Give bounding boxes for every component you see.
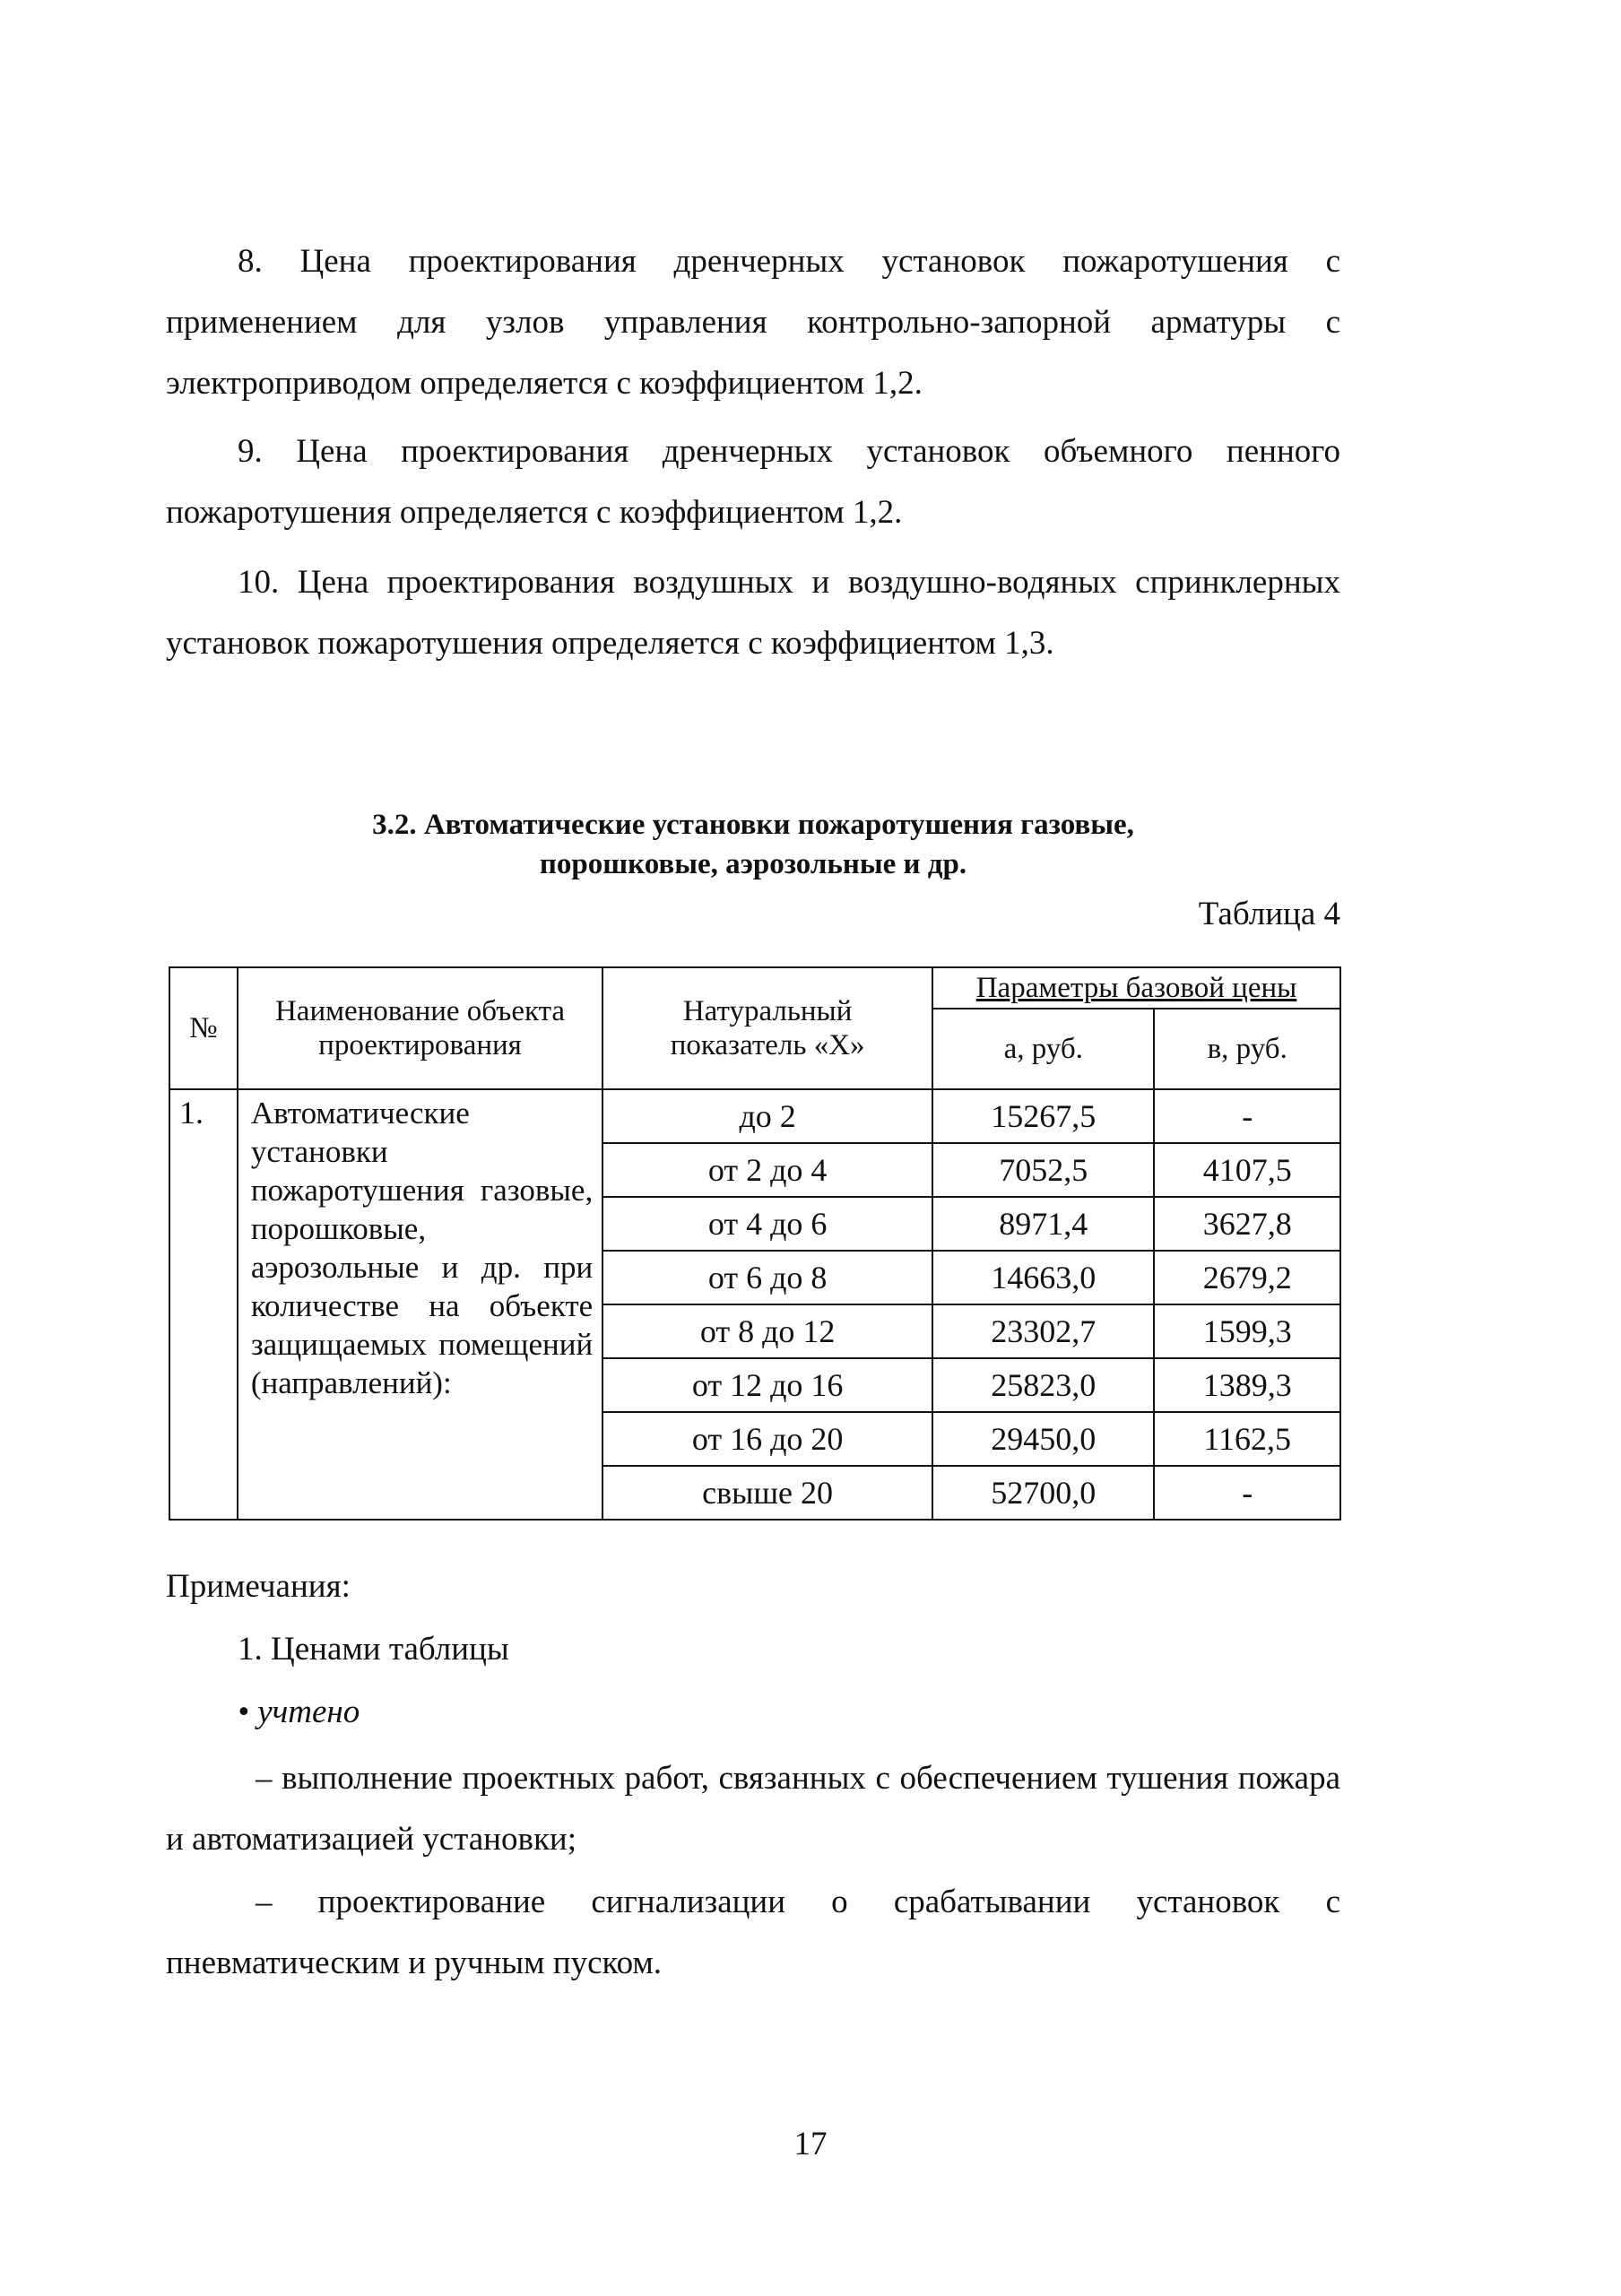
note-taken: • учтено <box>238 1694 360 1730</box>
cell-b: 1389,3 <box>1154 1358 1340 1412</box>
paragraph-8: 8. Цена проектирования дренчерных установок пожаротушения с применением для узлов управления контрольно-запорной арматуры с электроприводом определяется с коэффициентом 1,2. <box>166 243 1340 402</box>
cell-a: 29450,0 <box>932 1412 1154 1466</box>
header-a: а, руб. <box>932 1009 1154 1089</box>
paragraph-9: 9. Цена проектирования дренчерных установок объемного пенного пожаротушения определяется с коэффициентом 1,2. <box>166 433 1340 531</box>
cell-x: до 2 <box>602 1089 932 1143</box>
cell-a: 14663,0 <box>932 1251 1154 1304</box>
cell-x: от 8 до 12 <box>602 1304 932 1358</box>
table-label: Таблица 4 <box>1198 896 1340 932</box>
item-number: 1. <box>169 1089 238 1520</box>
cell-b: 1599,3 <box>1154 1304 1340 1358</box>
cell-a: 52700,0 <box>932 1466 1154 1520</box>
cell-b: 1162,5 <box>1154 1412 1340 1466</box>
cell-b: 4107,5 <box>1154 1143 1340 1197</box>
header-no: № <box>169 967 238 1089</box>
cell-b: 3627,8 <box>1154 1197 1340 1251</box>
section-title <box>166 805 1340 884</box>
header-name: Наименование объекта проектирования <box>238 967 602 1089</box>
cell-x: от 16 до 20 <box>602 1412 932 1466</box>
price-table <box>169 966 1341 1521</box>
section-title-line2: порошковые, аэрозольные и др. <box>539 848 967 880</box>
note-item-1: 1. Ценами таблицы <box>238 1631 509 1668</box>
note-dash-1: – выполнение проектных работ, связанных с обеспечением тушения пожара и автоматизацией установки; <box>166 1760 1340 1858</box>
page-number: 17 <box>793 2126 828 2162</box>
table-row <box>169 1089 1340 1143</box>
cell-x: от 2 до 4 <box>602 1143 932 1197</box>
notes-heading: Примечания: <box>166 1568 351 1605</box>
note-dash-2: – проектирование сигнализации о срабатывании установок с пневматическим и ручным пуском. <box>166 1884 1340 1981</box>
cell-a: 8971,4 <box>932 1197 1154 1251</box>
header-b: в, руб. <box>1154 1009 1340 1089</box>
cell-x: от 12 до 16 <box>602 1358 932 1412</box>
header-indicator: Натуральный показатель «Х» <box>602 967 932 1089</box>
cell-a: 15267,5 <box>932 1089 1154 1143</box>
section-title-line1: 3.2. Автоматические установки пожаротушения газовые, <box>372 809 1134 841</box>
cell-b: - <box>1154 1089 1340 1143</box>
item-name: Автоматические установки пожаротушения газовые, порошковые, аэрозольные и др. при количестве на объекте защищаемых помещений (направлений): <box>238 1089 602 1520</box>
cell-x: от 6 до 8 <box>602 1251 932 1304</box>
cell-b: - <box>1154 1466 1340 1520</box>
cell-a: 23302,7 <box>932 1304 1154 1358</box>
table-header-row <box>169 967 1340 1009</box>
paragraph-10: 10. Цена проектирования воздушных и воздушно-водяных спринклерных установок пожаротушения определяется с коэффициентом 1,3. <box>166 564 1340 662</box>
cell-b: 2679,2 <box>1154 1251 1340 1304</box>
cell-x: свыше 20 <box>602 1466 932 1520</box>
header-base-price: Параметры базовой цены <box>932 967 1340 1009</box>
cell-a: 7052,5 <box>932 1143 1154 1197</box>
cell-a: 25823,0 <box>932 1358 1154 1412</box>
cell-x: от 4 до 6 <box>602 1197 932 1251</box>
